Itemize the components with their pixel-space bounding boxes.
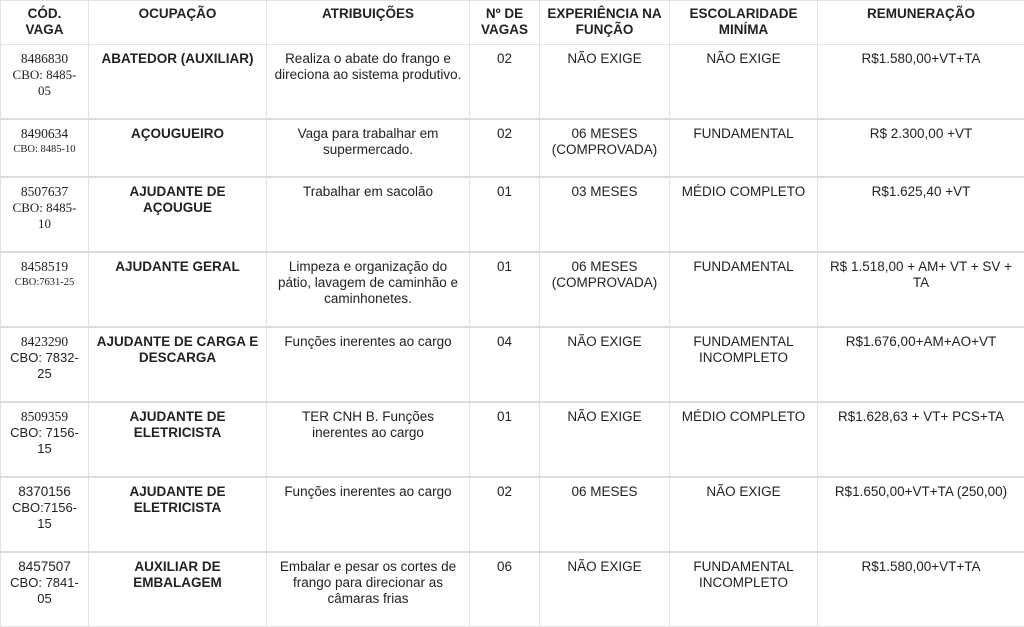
job-code-cell [1,119,89,177]
duties: Funções inerentes ao cargo [267,477,470,552]
openings-count: 02 [470,477,540,552]
table-row [1,45,1024,120]
job-code: 8507637 [7,184,82,200]
occupation: AJUDANTE DE ELETRICISTA [89,477,267,552]
openings-count: 06 [470,552,540,627]
job-code: 8486830 [7,51,82,67]
openings-count: 01 [470,402,540,477]
openings-count: 04 [470,327,540,402]
header-atribuicoes: ATRIBUIÇÕES [267,1,470,45]
experience: 06 MESES (COMPROVADA) [540,119,670,177]
cbo-code: CBO:7631-25 [7,275,82,291]
experience: NÃO EXIGE [540,552,670,627]
job-code-cell [1,252,89,327]
occupation: AUXILIAR DE EMBALAGEM [89,552,267,627]
job-code-cell [1,477,89,552]
job-code-cell [1,45,89,120]
openings-count: 01 [470,177,540,252]
header-row [1,1,1024,45]
salary: R$1.676,00+AM+AO+VT [818,327,1024,402]
header-ocupacao: OCUPAÇÃO [89,1,267,45]
cbo-code: CBO: 7841-05 [7,575,82,607]
min-education: FUNDAMENTAL INCOMPLETO [670,552,818,627]
min-education: FUNDAMENTAL [670,252,818,327]
occupation: AJUDANTE DE CARGA E DESCARGA [89,327,267,402]
salary: R$1.650,00+VT+TA (250,00) [818,477,1024,552]
duties: Embalar e pesar os cortes de frango para direcionar as câmaras frias [267,552,470,627]
cbo-code: CBO: 8485-10 [7,200,82,232]
table-row [1,327,1024,402]
job-code: 8423290 [7,334,82,350]
cbo-code: CBO:7156-15 [7,500,82,532]
cbo-code: CBO: 7156-15 [7,425,82,457]
occupation: AJUDANTE DE AÇOUGUE [89,177,267,252]
job-code-cell [1,327,89,402]
duties: Trabalhar em sacolão [267,177,470,252]
experience: 06 MESES [540,477,670,552]
experience: NÃO EXIGE [540,402,670,477]
job-code: 8458519 [7,259,82,275]
job-code: 8509359 [7,409,82,425]
job-code: 8490634 [7,126,82,142]
openings-count: 01 [470,252,540,327]
min-education: FUNDAMENTAL [670,119,818,177]
header-experiencia: EXPERIÊNCIA NA FUNÇÃO [540,1,670,45]
header-cod: CÓD. VAGA [1,1,89,45]
occupation: ABATEDOR (AUXILIAR) [89,45,267,120]
duties: Funções inerentes ao cargo [267,327,470,402]
salary: R$1.580,00+VT+TA [818,45,1024,120]
cbo-code: CBO: 7832-25 [7,350,82,382]
openings-count: 02 [470,45,540,120]
table-row [1,477,1024,552]
cbo-code: CBO: 8485-05 [7,67,82,99]
duties: Limpeza e organização do pátio, lavagem de caminhão e caminhonetes. [267,252,470,327]
salary: R$1.580,00+VT+TA [818,552,1024,627]
occupation: AJUDANTE GERAL [89,252,267,327]
duties: Realiza o abate do frango e direciona ao sistema produtivo. [267,45,470,120]
min-education: NÃO EXIGE [670,45,818,120]
openings-count: 02 [470,119,540,177]
experience: 03 MESES [540,177,670,252]
job-code: 8370156 [7,484,82,500]
table-row [1,252,1024,327]
min-education: MÉDIO COMPLETO [670,402,818,477]
job-code-cell [1,552,89,627]
header-escolaridade: ESCOLARIDADE MINÍMA [670,1,818,45]
table-row [1,402,1024,477]
min-education: NÃO EXIGE [670,477,818,552]
min-education: FUNDAMENTAL INCOMPLETO [670,327,818,402]
experience: NÃO EXIGE [540,45,670,120]
job-code-cell [1,402,89,477]
duties: Vaga para trabalhar em supermercado. [267,119,470,177]
salary: R$ 1.518,00 + AM+ VT + SV + TA [818,252,1024,327]
header-vagas: Nº DE VAGAS [470,1,540,45]
table-row [1,552,1024,627]
table-row [1,119,1024,177]
job-code: 8457507 [7,559,82,575]
header-remuneracao: REMUNERAÇÃO [818,1,1024,45]
table-row [1,177,1024,252]
min-education: MÉDIO COMPLETO [670,177,818,252]
occupation: AÇOUGUEIRO [89,119,267,177]
cbo-code: CBO: 8485-10 [7,142,82,158]
salary: R$1.628,63 + VT+ PCS+TA [818,402,1024,477]
experience: 06 MESES (COMPROVADA) [540,252,670,327]
job-code-cell [1,177,89,252]
occupation: AJUDANTE DE ELETRICISTA [89,402,267,477]
salary: R$1.625,40 +VT [818,177,1024,252]
experience: NÃO EXIGE [540,327,670,402]
duties: TER CNH B. Funções inerentes ao cargo [267,402,470,477]
salary: R$ 2.300,00 +VT [818,119,1024,177]
